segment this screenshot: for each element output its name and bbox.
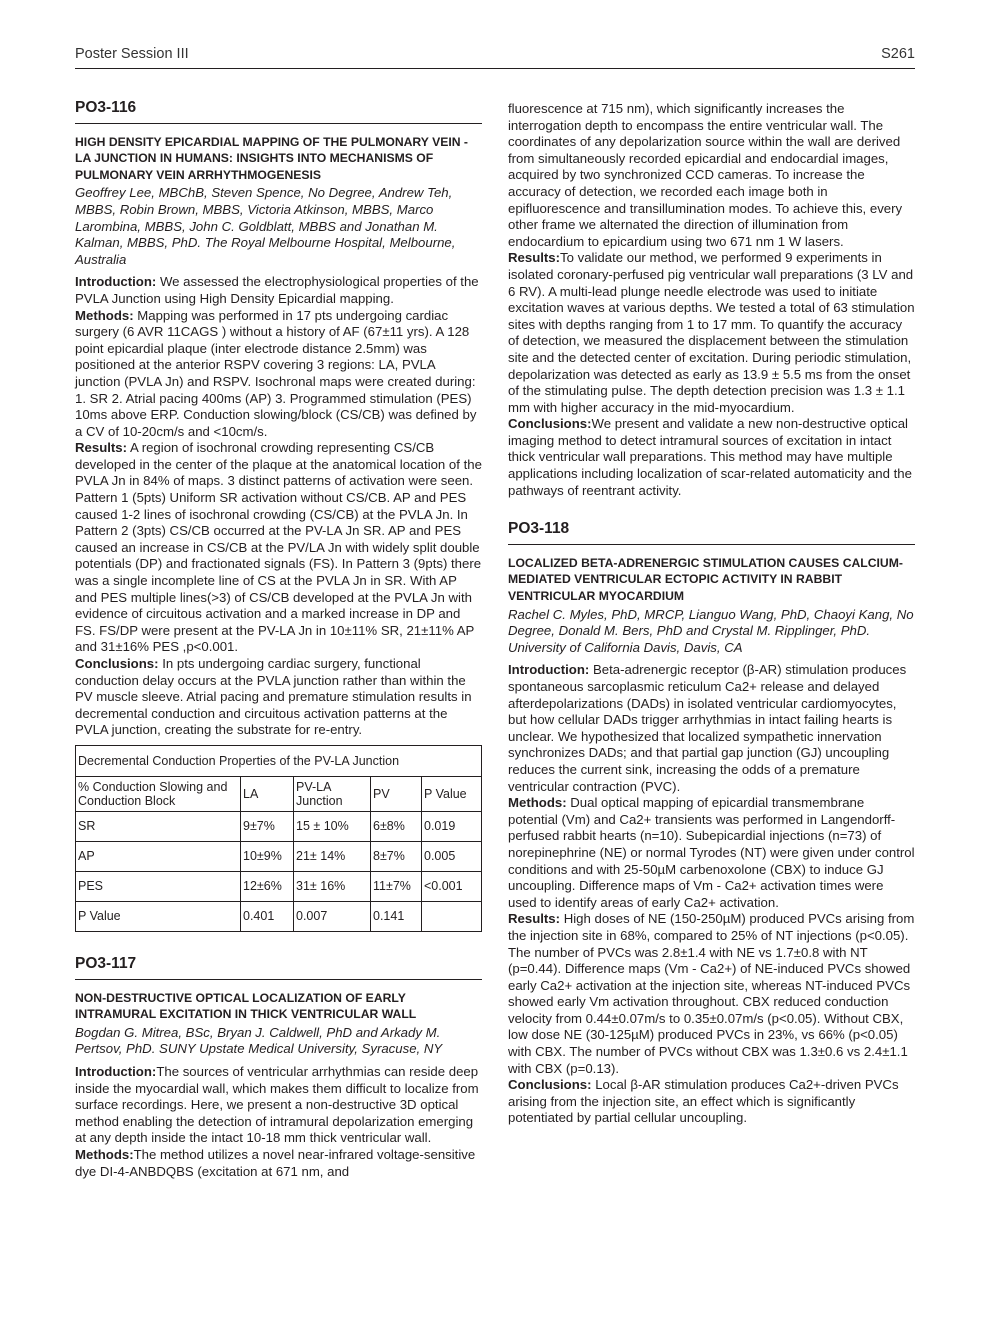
- table-cell: SR: [76, 811, 241, 841]
- section-label: Results:: [508, 250, 561, 266]
- section-text: fluorescence at 715 nm), which significantly increases the interrogation depth to encompass the entire ventricular wall. The coordinates of any depolarization source within the wall are derived from simultaneously recorded epicardial and endocardial images, acquired by two synchronized CCD cameras. To increase the accuracy of detection, we recorded each image both in epifluorescence and transillumination modes. To achieve this, every other frame we alternated the direction of illumination from endocardium to epicardium using two 671 nm 1 W lasers.: [508, 101, 903, 249]
- abstract-authors: Geoffrey Lee, MBChB, Steven Spence, No Degree, Andrew Teh, MBBS, Robin Brown, MBBS, Victoria Atkinson, MBBS, Marco Larombina, MBBS, John C. Goldblatt, MBBS and Jonathan M. Kalman, MBBS, PhD. The Royal Melbourne Hospital, Melbourne, Australia: [75, 185, 456, 267]
- table-cell: 11±7%: [371, 871, 422, 901]
- table-cell: 0.141: [371, 901, 422, 931]
- abstract-id: PO3-116: [75, 100, 482, 124]
- table-row: [76, 811, 482, 841]
- table-cell: 21± 14%: [294, 841, 371, 871]
- table-row: [76, 901, 482, 931]
- section-label: Conclusions:: [508, 1077, 592, 1093]
- table-cell: 0.005: [422, 841, 482, 871]
- table-cell: 10±9%: [241, 841, 294, 871]
- section-text: Beta-adrenergic receptor (β-AR) stimulation produces spontaneous sarcoplasmic reticulum Ca2+ release and delayed afterdepolarizations (DADs) in isolated ventricular cardiomyocytes, but how cellular DADs trigger arrhythmias in intact failing hearts is unclear. We hypothesized that localized sympathetic innervation synchronizes DADs; and that partial gap junction (GJ) uncoupling reduces the current sink, increasing the odds of a premature ventricular contraction (PVC).: [508, 662, 907, 794]
- table-header-cell: P Value: [422, 776, 482, 811]
- section-label: Conclusions:: [508, 416, 592, 432]
- section-label: Methods:: [75, 1146, 134, 1162]
- section-text: We present and validate a new non-destructive optical imaging method to detect intramural sources of excitation in intact thick ventricular wall preparations. This method may have multiple applications including localization of scar-related automaticity and the pathways of reentrant activity.: [508, 416, 912, 498]
- abstract-authors: Bogdan G. Mitrea, BSc, Bryan J. Caldwell, PhD and Arkady M. Pertsov, PhD. SUNY Upstate Medical University, Syracuse, NY: [75, 1024, 443, 1057]
- introduction-paragraph: [508, 662, 915, 795]
- left-column: [75, 100, 482, 1180]
- abstract-title: LOCALIZED BETA-ADRENERGIC STIMULATION CAUSES CALCIUM-MEDIATED VENTRICULAR ECTOPIC ACTIVITY IN RABBIT VENTRICULAR MYOCARDIUM: [508, 555, 903, 604]
- abstract-id: PO3-118: [508, 521, 915, 545]
- table-cell: 8±7%: [371, 841, 422, 871]
- conclusions-paragraph: [508, 1077, 915, 1127]
- table-caption: Decremental Conduction Properties of the PV-LA Junction: [76, 745, 482, 776]
- methods-paragraph: [75, 308, 482, 441]
- table-header-cell: PV: [371, 776, 422, 811]
- table-cell: 0.019: [422, 811, 482, 841]
- table-cell: 6±8%: [371, 811, 422, 841]
- section-label: Conclusions:: [75, 656, 159, 671]
- methods-continuation: [508, 101, 915, 250]
- section-text: In pts undergoing cardiac surgery, functional conduction delay occurs at the PVLA junction rather than within the PV muscle sleeve. Atrial pacing and premature stimulation results in decremental conduction and circuitous activation patterns at the PVLA junction, creating the substrate for re-entry.: [75, 656, 472, 738]
- table-cell: 0.007: [294, 901, 371, 931]
- table-row: [76, 841, 482, 871]
- results-paragraph: [508, 911, 915, 1077]
- right-column: [508, 101, 915, 1127]
- table-cell: AP: [76, 841, 241, 871]
- section-text: Mapping was performed in 17 pts undergoing cardiac surgery (6 AVR 11CAGS ) without a history of AF (67±11 yrs). A 128 point epicardial plaque (inter electrode distance 2.5mm) was positioned at the anterior RSPV covering 3 regions: LA, PVLA junction (PVLA Jn) and RSPV. Isochronal maps were created during: 1. SR 2. Atrial pacing 400ms (AP) 3. Programmed stimulation (PES) 10ms above ERP. Conduction slowing/block (CS/CB) was defined by a CV of 10-20cm/s and <10cm/s.: [75, 307, 477, 439]
- section-text: The sources of ventricular arrhythmias can reside deep inside the myocardial wall, which makes them difficult to localize from surface recordings. Here, we present a non-destructive 3D optical method enabling the detection of intramural depolarization emerging at any depth inside the intact 10-18 mm thick ventricular wall.: [75, 1063, 479, 1146]
- section-label: Introduction:: [75, 274, 157, 290]
- data-table: [75, 745, 482, 932]
- section-text: A region of isochronal crowding representing CS/CB developed in the center of the plaque at the anatomical location of the PVLA Jn in 84% of maps. 3 distinct patterns of activation were seen. Pattern 1 (5pts) Uniform SR activation without CS/CB. AP and PES caused 1-2 lines of isochronal crowding (CS/CB) at the PVLA Jn. In Pattern 2 (3pts) CS/CB occurred at the PV-LA Jn SR. AP and PES caused an increase in CS/CB at the PV/LA Jn with widely split double potentials (DP) and fractionated signals (FS). In Pattern 3 (9pts) there was a single incomplete line of CS at the PVLA Jn in SR. With AP and PES multiple lines(>3) of CS/CB developed at the PVLA Jn with evidence of circuitous activation and a marked increase in DP and FS. FS/DP were present at the PV-LA Jn in 10±11% SR, 21±11% AP and 31±16% PES ,p<0.001.: [75, 440, 482, 655]
- abstract-id: PO3-117: [75, 956, 482, 980]
- session-title: Poster Session III: [75, 46, 189, 62]
- table-cell: <0.001: [422, 871, 482, 901]
- table-cell: 31± 16%: [294, 871, 371, 901]
- running-header: [75, 46, 915, 69]
- conclusions-paragraph: [508, 416, 915, 499]
- results-paragraph: [75, 440, 482, 656]
- abstract-authors: Rachel C. Myles, PhD, MRCP, Lianguo Wang, PhD, Chaoyi Kang, No Degree, Donald M. Bers, PhD and Crystal M. Ripplinger, PhD. University of California Davis, Davis, CA: [508, 606, 914, 655]
- section-text: Dual optical mapping of epicardial transmembrane potential (Vm) and Ca2+ transients was performed in Langendorff-perfused rabbit hearts (n=10). Subepicardial injections (n=73) of norepinephrine (NE) or normal Tyrodes (NT) were given under control conditions and with 25-50µM carbenoxolone (CBX) to induce GJ uncoupling. Difference maps of Vm - Ca2+ activation times were used to identify areas of early Ca2+ activation.: [508, 795, 915, 910]
- table-header-cell: % Conduction Slowing and Conduction Block: [76, 776, 241, 811]
- table-cell: 9±7%: [241, 811, 294, 841]
- section-text: The method utilizes a novel near-infrared voltage-sensitive dye DI-4-ANBDQBS (excitation at 671 nm, and: [75, 1146, 476, 1179]
- table-cell: 12±6%: [241, 871, 294, 901]
- table-header-row: [76, 776, 482, 811]
- abstract-title: NON-DESTRUCTIVE OPTICAL LOCALIZATION OF EARLY INTRAMURAL EXCITATION IN THICK VENTRICULAR WALL: [75, 990, 417, 1022]
- page-number: S261: [881, 46, 915, 62]
- section-text: High doses of NE (150-250µM) produced PVCs arising from the injection site in 68%, compared to 25% of NT injections (p<0.05). The number of PVCs was 2.8±1.4 with NE vs 1.7±0.8 with NT (p=0.44). Difference maps (Vm - Ca2+) of NE-induced PVCs showed early Ca2+ activation at the injection site, whereas NT-induced PVCs showed early Vm activation throughout. CBX reduced conduction velocity from 0.44±0.07m/s to 0.35±0.07m/s (p<0.05). Without CBX, low dose NE (30-125µM) produced PVCs in 23%, vs 66% (p<0.05) with CBX. The number of PVCs without CBX was 1.3±0.6 vs 2.4±1.1 with CBX (p=0.13).: [508, 911, 915, 1076]
- table-cell: 0.401: [241, 901, 294, 931]
- methods-paragraph: [508, 795, 915, 911]
- section-label: Results:: [75, 440, 128, 456]
- introduction-paragraph: [75, 1064, 482, 1147]
- table-header-cell: LA: [241, 776, 294, 811]
- section-label: Results:: [508, 911, 561, 927]
- section-text: To validate our method, we performed 9 experiments in isolated coronary-perfused pig ventricular wall preparations (3 LV and 6 RV). A multi-lead plunge needle electrode was used to initiate excitation waves at various depths. We tested a total of 63 stimulation sites with depths ranging from 1 to 17 mm. To quantify the accuracy of detection, we measured the displacement between the stimulation site and the detected center of excitation. During periodic stimulation, depolarization was detected as early as 13.9 ± 5.5 ms from the onset of the stimulating pulse. The depth detection precision was 1.3 ± 1.1 mm with higher accuracy in the mid-myocardium.: [508, 250, 915, 415]
- table-cell: PES: [76, 871, 241, 901]
- section-text: We assessed the electrophysiological properties of the PVLA Junction using High Density Epicardial mapping.: [75, 274, 479, 306]
- introduction-paragraph: [75, 274, 482, 307]
- section-text: Local β-AR stimulation produces Ca2+-driven PVCs arising from the injection site, an effect which is significantly potentiated by partial cellular uncoupling.: [508, 1077, 899, 1126]
- section-label: Methods:: [75, 307, 134, 323]
- methods-paragraph: [75, 1147, 482, 1180]
- table-header-cell: PV-LA Junction: [294, 776, 371, 811]
- table-cell: P Value: [76, 901, 241, 931]
- abstract-title: HIGH DENSITY EPICARDIAL MAPPING OF THE PULMONARY VEIN - LA JUNCTION IN HUMANS: INSIGHTS INTO MECHANISMS OF PULMONARY VEIN ARRHYTHMOGENESIS: [75, 134, 468, 182]
- section-label: Introduction:: [508, 662, 590, 678]
- table-row: [76, 871, 482, 901]
- section-label: Methods:: [508, 795, 567, 811]
- table-cell: [422, 901, 482, 931]
- conclusions-paragraph: [75, 656, 482, 739]
- section-label: Introduction:: [75, 1063, 157, 1079]
- table-cell: 15 ± 10%: [294, 811, 371, 841]
- results-paragraph: [508, 250, 915, 416]
